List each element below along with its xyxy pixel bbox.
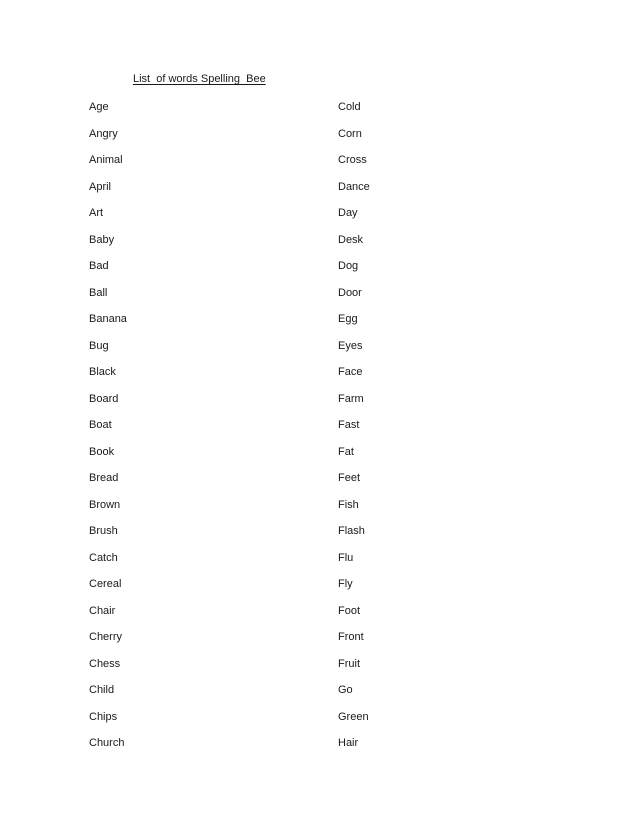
list-item: Bug: [89, 339, 109, 352]
list-item: Animal: [89, 154, 123, 166]
list-item: Boat: [89, 419, 112, 431]
list-item: Brush: [89, 525, 118, 537]
list-item: Face: [338, 366, 363, 378]
list-item: Day: [338, 207, 358, 219]
list-item: Eyes: [338, 339, 363, 352]
list-item: Dog: [338, 260, 359, 272]
word-list-right: [338, 98, 370, 761]
list-item: Door: [338, 286, 362, 299]
list-item: Feet: [338, 472, 361, 484]
list-item: Dance: [338, 180, 370, 193]
list-item: Go: [338, 684, 353, 696]
list-item: Front: [338, 631, 364, 643]
word-list-left: [89, 98, 127, 761]
list-item: Farm: [338, 392, 364, 405]
list-item: Cross: [338, 154, 367, 166]
list-item: Chess: [89, 657, 121, 670]
list-item: Chair: [89, 604, 116, 617]
list-item: Chips: [89, 710, 118, 723]
list-item: Cold: [338, 101, 361, 113]
list-item: Church: [89, 737, 125, 749]
list-item: Book: [89, 445, 115, 458]
list-item: Ball: [89, 286, 108, 299]
list-item: Fast: [338, 419, 360, 431]
list-item: Egg: [338, 313, 358, 325]
list-item: Flash: [338, 525, 365, 537]
list-item: Bad: [89, 260, 109, 272]
list-item: Banana: [89, 313, 127, 325]
list-item: Fish: [338, 498, 359, 511]
list-item: Cereal: [89, 578, 122, 590]
list-item: Fat: [338, 445, 354, 458]
list-item: Fly: [338, 578, 353, 590]
list-item: Angry: [89, 127, 118, 140]
list-item: Art: [89, 207, 104, 219]
list-item: Baby: [89, 233, 115, 246]
list-item: Fruit: [338, 657, 360, 670]
list-item: Child: [89, 684, 115, 696]
list-item: Board: [89, 392, 119, 405]
list-item: Flu: [338, 551, 354, 564]
list-item: Corn: [338, 127, 362, 140]
list-item: Bread: [89, 472, 119, 484]
list-item: Green: [338, 710, 369, 723]
list-item: Brown: [89, 498, 121, 511]
list-item: April: [89, 180, 112, 193]
list-item: Desk: [338, 233, 364, 246]
list-item: Hair: [338, 737, 359, 749]
list-item: Cherry: [89, 631, 123, 643]
page-title: List of words Spelling Bee: [133, 73, 266, 85]
list-item: Catch: [89, 551, 118, 564]
list-item: Black: [89, 366, 116, 378]
list-item: Age: [89, 101, 109, 113]
list-item: Foot: [338, 604, 361, 617]
